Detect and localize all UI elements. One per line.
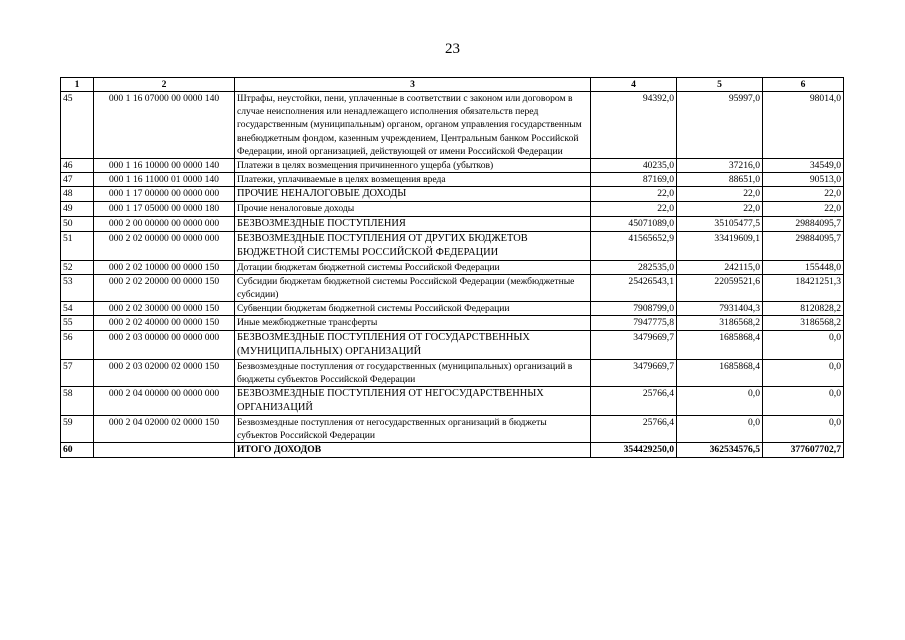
row-number: 55 — [61, 316, 94, 330]
revenue-table — [60, 77, 844, 458]
budget-code: 000 1 16 10000 00 0000 140 — [94, 159, 235, 173]
column-header: 1 — [61, 78, 94, 92]
row-description: Субсидии бюджетам бюджетной системы Российской Федерации (межбюджетные субсидии) — [235, 274, 591, 301]
column-header: 3 — [235, 78, 591, 92]
budget-code: 000 2 00 00000 00 0000 000 — [94, 216, 235, 231]
budget-code: 000 2 04 02000 02 0000 150 — [94, 416, 235, 443]
total-row-number: 60 — [61, 443, 94, 457]
budget-code: 000 2 02 40000 00 0000 150 — [94, 316, 235, 330]
total-row-description: ИТОГО ДОХОДОВ — [235, 443, 591, 457]
value-col-4: 22,0 — [591, 187, 677, 202]
value-col-4: 7908799,0 — [591, 302, 677, 316]
row-description: БЕЗВОЗМЕЗДНЫЕ ПОСТУПЛЕНИЯ ОТ ГОСУДАРСТВЕННЫХ (МУНИЦИПАЛЬНЫХ) ОРГАНИЗАЦИЙ — [235, 330, 591, 359]
value-col-6: 98014,0 — [763, 92, 844, 159]
table-row — [61, 159, 844, 173]
total-row — [61, 443, 844, 457]
table-header-row — [61, 78, 844, 92]
value-col-6: 3186568,2 — [763, 316, 844, 330]
value-col-4: 25426543,1 — [591, 274, 677, 301]
table-row — [61, 274, 844, 301]
value-col-5: 242115,0 — [677, 260, 763, 274]
row-number: 59 — [61, 416, 94, 443]
value-col-6: 155448,0 — [763, 260, 844, 274]
row-number: 52 — [61, 260, 94, 274]
value-col-6: 0,0 — [763, 387, 844, 416]
value-col-5: 0,0 — [677, 387, 763, 416]
value-col-6: 22,0 — [763, 187, 844, 202]
page-number: 23 — [445, 41, 460, 57]
value-col-6: 29884095,7 — [763, 231, 844, 260]
value-col-4: 87169,0 — [591, 173, 677, 187]
table-row — [61, 187, 844, 202]
value-col-4: 94392,0 — [591, 92, 677, 159]
row-description: Субвенции бюджетам бюджетной системы Российской Федерации — [235, 302, 591, 316]
value-col-5: 1685868,4 — [677, 330, 763, 359]
table-row — [61, 359, 844, 386]
table-row — [61, 260, 844, 274]
value-col-5: 35105477,5 — [677, 216, 763, 231]
column-header: 6 — [763, 78, 844, 92]
budget-code: 000 2 02 20000 00 0000 150 — [94, 274, 235, 301]
column-header: 5 — [677, 78, 763, 92]
row-number: 58 — [61, 387, 94, 416]
budget-code: 000 1 16 11000 01 0000 140 — [94, 173, 235, 187]
value-col-4: 22,0 — [591, 202, 677, 216]
column-header: 2 — [94, 78, 235, 92]
row-number: 49 — [61, 202, 94, 216]
table-row — [61, 216, 844, 231]
row-number: 45 — [61, 92, 94, 159]
row-number: 57 — [61, 359, 94, 386]
value-col-5: 1685868,4 — [677, 359, 763, 386]
value-col-4: 3479669,7 — [591, 359, 677, 386]
value-col-4: 7947775,8 — [591, 316, 677, 330]
value-col-5: 0,0 — [677, 416, 763, 443]
row-description: Дотации бюджетам бюджетной системы Российской Федерации — [235, 260, 591, 274]
value-col-6: 90513,0 — [763, 173, 844, 187]
row-description: БЕЗВОЗМЕЗДНЫЕ ПОСТУПЛЕНИЯ ОТ ДРУГИХ БЮДЖЕТОВ БЮДЖЕТНОЙ СИСТЕМЫ РОССИЙСКОЙ ФЕДЕРАЦИИ — [235, 231, 591, 260]
value-col-6: 22,0 — [763, 202, 844, 216]
value-col-5: 88651,0 — [677, 173, 763, 187]
table-row — [61, 416, 844, 443]
budget-code: 000 1 17 05000 00 0000 180 — [94, 202, 235, 216]
value-col-6: 18421251,3 — [763, 274, 844, 301]
row-description: Платежи в целях возмещения причиненного ущерба (убытков) — [235, 159, 591, 173]
table-body — [61, 92, 844, 458]
row-number: 50 — [61, 216, 94, 231]
budget-code: 000 2 04 00000 00 0000 000 — [94, 387, 235, 416]
row-number: 51 — [61, 231, 94, 260]
value-col-4: 45071089,0 — [591, 216, 677, 231]
row-description: БЕЗВОЗМЕЗДНЫЕ ПОСТУПЛЕНИЯ — [235, 216, 591, 231]
table-row — [61, 92, 844, 159]
value-col-6: 34549,0 — [763, 159, 844, 173]
total-budget-code — [94, 443, 235, 457]
table-row — [61, 302, 844, 316]
total-value-col-6: 377607702,7 — [763, 443, 844, 457]
row-description: БЕЗВОЗМЕЗДНЫЕ ПОСТУПЛЕНИЯ ОТ НЕГОСУДАРСТВЕННЫХ ОРГАНИЗАЦИЙ — [235, 387, 591, 416]
budget-code: 000 2 02 10000 00 0000 150 — [94, 260, 235, 274]
value-col-4: 282535,0 — [591, 260, 677, 274]
row-description: ПРОЧИЕ НЕНАЛОГОВЫЕ ДОХОДЫ — [235, 187, 591, 202]
value-col-5: 7931404,3 — [677, 302, 763, 316]
value-col-4: 41565652,9 — [591, 231, 677, 260]
value-col-5: 22,0 — [677, 202, 763, 216]
value-col-6: 0,0 — [763, 330, 844, 359]
row-description: Прочие неналоговые доходы — [235, 202, 591, 216]
row-number: 56 — [61, 330, 94, 359]
budget-code: 000 2 03 00000 00 0000 000 — [94, 330, 235, 359]
table-row — [61, 173, 844, 187]
row-number: 47 — [61, 173, 94, 187]
table-row — [61, 231, 844, 260]
value-col-5: 37216,0 — [677, 159, 763, 173]
row-number: 46 — [61, 159, 94, 173]
value-col-6: 29884095,7 — [763, 216, 844, 231]
total-value-col-5: 362534576,5 — [677, 443, 763, 457]
row-description: Платежи, уплачиваемые в целях возмещения вреда — [235, 173, 591, 187]
budget-code: 000 2 02 00000 00 0000 000 — [94, 231, 235, 260]
value-col-5: 95997,0 — [677, 92, 763, 159]
row-description: Штрафы, неустойки, пени, уплаченные в соответствии с законом или договором в случае неисполнения или ненадлежащего исполнения обязательств перед государственным (муниципальным) органом, органом управления государственным внебюджетным фондом, казенным учреждением, Центральным банком Российской Федерации, иной организацией, действующей от имени Российской Федерации — [235, 92, 591, 159]
value-col-6: 8120828,2 — [763, 302, 844, 316]
value-col-4: 25766,4 — [591, 387, 677, 416]
value-col-5: 33419609,1 — [677, 231, 763, 260]
value-col-6: 0,0 — [763, 416, 844, 443]
value-col-5: 3186568,2 — [677, 316, 763, 330]
table-row — [61, 387, 844, 416]
total-value-col-4: 354429250,0 — [591, 443, 677, 457]
budget-code: 000 1 16 07000 00 0000 140 — [94, 92, 235, 159]
row-number: 48 — [61, 187, 94, 202]
row-description: Иные межбюджетные трансферты — [235, 316, 591, 330]
value-col-4: 25766,4 — [591, 416, 677, 443]
value-col-5: 22059521,6 — [677, 274, 763, 301]
value-col-4: 3479669,7 — [591, 330, 677, 359]
table-row — [61, 202, 844, 216]
row-description: Безвозмездные поступления от государственных (муниципальных) организаций в бюджеты субъектов Российской Федерации — [235, 359, 591, 386]
budget-code: 000 2 03 02000 02 0000 150 — [94, 359, 235, 386]
row-number: 53 — [61, 274, 94, 301]
budget-code: 000 2 02 30000 00 0000 150 — [94, 302, 235, 316]
value-col-6: 0,0 — [763, 359, 844, 386]
table-row — [61, 316, 844, 330]
value-col-4: 40235,0 — [591, 159, 677, 173]
budget-code: 000 1 17 00000 00 0000 000 — [94, 187, 235, 202]
table-row — [61, 330, 844, 359]
row-description: Безвозмездные поступления от негосударственных организаций в бюджеты субъектов Российской Федерации — [235, 416, 591, 443]
column-header: 4 — [591, 78, 677, 92]
row-number: 54 — [61, 302, 94, 316]
value-col-5: 22,0 — [677, 187, 763, 202]
